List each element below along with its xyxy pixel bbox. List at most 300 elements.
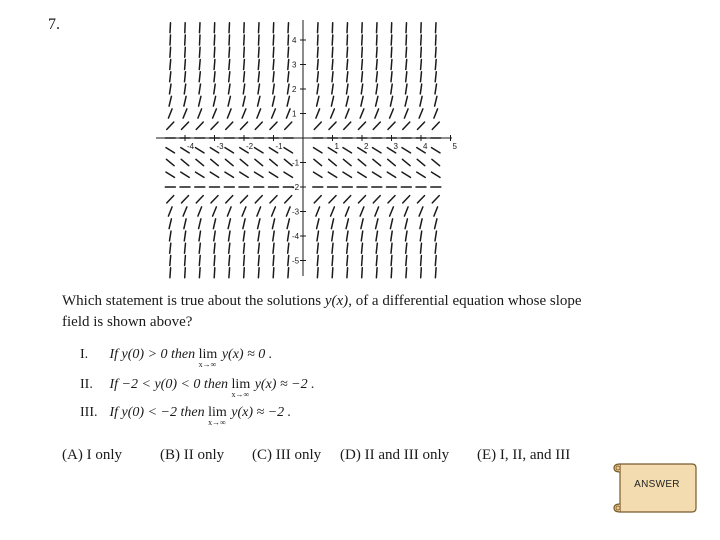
slope-segment <box>317 96 319 106</box>
slope-segment <box>214 47 215 57</box>
slope-segment <box>170 231 172 241</box>
slope-segment <box>258 231 260 241</box>
slope-segment <box>332 84 333 94</box>
slope-segment <box>346 219 348 229</box>
stem-text-2: , of a differential equation whose slope field is shown above? <box>62 293 582 330</box>
slope-segment <box>214 72 215 82</box>
slope-segment <box>314 122 321 129</box>
slope-segment <box>214 84 215 94</box>
choice-a[interactable]: (A) I only <box>62 447 122 463</box>
slope-segment <box>211 159 219 165</box>
slope-segment <box>347 72 348 82</box>
slope-segment <box>402 159 410 165</box>
slope-segment <box>362 268 363 278</box>
slope-segment <box>377 23 378 33</box>
slope-segment <box>184 231 185 241</box>
slope-segment <box>273 231 274 241</box>
slope-segment <box>227 109 231 118</box>
slope-segment <box>420 84 421 94</box>
question-number: 7. <box>48 16 60 33</box>
slope-segment <box>166 148 175 153</box>
slope-segment <box>362 243 363 253</box>
stem-variable: y(x) <box>324 293 349 309</box>
slope-segment <box>361 231 362 241</box>
statement-2 <box>80 377 315 399</box>
slope-segment <box>344 122 351 129</box>
statement-2-limit: lim x→∞ <box>231 377 251 399</box>
choice-c[interactable]: (C) III only <box>252 447 322 463</box>
slope-segment <box>418 122 425 129</box>
slope-segment <box>242 207 246 216</box>
slope-segment <box>258 84 260 94</box>
slope-segment <box>273 268 274 278</box>
statement-1 <box>80 347 273 369</box>
slope-segment <box>421 256 422 266</box>
slope-segment <box>317 47 318 57</box>
slope-segment <box>373 148 382 153</box>
slope-segment <box>255 148 264 153</box>
slope-segment <box>406 35 407 45</box>
slope-segment <box>273 243 274 253</box>
slope-segment <box>347 35 348 45</box>
slope-segment <box>329 196 336 203</box>
slope-segment <box>168 109 172 118</box>
slope-segment <box>432 172 441 177</box>
slope-segment <box>244 268 245 278</box>
slope-segment <box>343 172 352 177</box>
slope-segment <box>273 35 274 45</box>
statement-1-numeral: I. <box>80 347 89 362</box>
slope-segment <box>182 196 189 203</box>
slope-segment <box>329 159 337 165</box>
slope-segment <box>328 172 336 177</box>
slope-segment <box>332 268 333 278</box>
slope-segment <box>228 219 230 229</box>
slope-segment <box>185 256 186 266</box>
slope-segment <box>258 268 259 278</box>
x-tick-label: -2 <box>246 142 254 151</box>
slope-segment <box>196 196 203 203</box>
slope-segment <box>361 84 362 94</box>
slope-segment <box>169 96 171 106</box>
slope-segment <box>258 96 260 106</box>
slope-segment <box>181 159 189 165</box>
slope-field-graph <box>150 18 470 280</box>
slope-segment <box>214 35 215 45</box>
slope-segment <box>375 207 379 216</box>
y-tick-label: 3 <box>292 60 297 70</box>
slope-segment <box>359 122 366 129</box>
slope-segment <box>185 35 186 45</box>
slope-segment <box>255 196 262 203</box>
slope-segment <box>435 231 437 241</box>
slope-segment <box>376 219 378 229</box>
statement-2-condition: If −2 < y(0) < 0 then <box>109 377 229 392</box>
slope-segment <box>229 84 231 94</box>
slope-segment <box>199 96 201 106</box>
slope-segment <box>347 47 348 57</box>
slope-segment <box>390 96 392 106</box>
slope-segment <box>213 109 217 118</box>
slope-segment <box>229 60 230 70</box>
slope-segment <box>317 231 319 241</box>
slope-segment <box>185 268 186 278</box>
slope-segment <box>273 60 274 70</box>
x-tick-label: 5 <box>452 142 457 151</box>
slope-segment <box>257 109 261 118</box>
statement-3-condition: If y(0) < −2 then <box>109 405 205 420</box>
y-tick-label: -5 <box>292 256 300 266</box>
slope-segment <box>244 72 245 82</box>
x-tick-label: 3 <box>393 142 398 151</box>
slope-segment <box>170 60 171 70</box>
slope-segment <box>388 159 396 165</box>
slope-segment <box>284 159 292 165</box>
slope-segment <box>213 207 217 216</box>
slope-segment <box>196 122 203 129</box>
slope-segment <box>211 122 218 129</box>
slope-segment <box>317 72 318 82</box>
slope-segment <box>227 207 231 216</box>
slope-segment <box>288 84 290 94</box>
slope-segment <box>258 256 259 266</box>
slope-segment <box>183 109 187 118</box>
slope-segment <box>376 72 377 82</box>
slope-segment <box>376 47 377 57</box>
slope-segment <box>272 109 276 118</box>
slope-segment <box>184 96 186 106</box>
answer-button-label[interactable]: ANSWER <box>634 479 680 490</box>
y-tick-label: -2 <box>292 183 300 192</box>
slope-segment <box>270 196 277 203</box>
slope-segment <box>375 109 379 118</box>
slope-segment <box>166 172 175 177</box>
slope-segment <box>181 172 189 177</box>
slope-segment <box>199 219 201 229</box>
slope-segment <box>200 35 201 45</box>
slope-segment <box>259 35 260 45</box>
slope-segment <box>435 47 436 57</box>
slope-segment <box>435 72 436 82</box>
slope-segment <box>199 231 201 241</box>
slope-segment <box>269 172 277 177</box>
slope-segment <box>332 231 333 241</box>
slope-segment <box>376 96 378 106</box>
slope-segment <box>272 96 274 106</box>
slope-segment <box>373 172 382 177</box>
slope-segment <box>406 256 407 266</box>
slope-segment <box>317 268 318 278</box>
slope-segment <box>240 159 248 165</box>
slope-segment <box>376 268 377 278</box>
slope-segment <box>273 47 274 57</box>
slope-segment <box>314 196 321 203</box>
y-tick-label: 4 <box>292 36 297 45</box>
slope-segment <box>242 109 246 118</box>
slope-segment <box>288 60 289 70</box>
x-tick-label: 4 <box>423 142 428 151</box>
slope-segment <box>318 23 319 33</box>
slope-segment <box>317 219 319 229</box>
choice-b[interactable]: (B) II only <box>160 447 225 463</box>
slope-segment <box>343 159 351 165</box>
slope-segment <box>436 35 437 45</box>
slope-segment <box>286 207 290 216</box>
slope-segment <box>406 72 407 82</box>
slope-segment <box>332 72 333 82</box>
slope-segment <box>420 219 422 229</box>
slope-segment <box>435 219 437 229</box>
slope-segment <box>435 256 436 266</box>
slope-segment <box>240 172 248 177</box>
slope-segment <box>229 47 230 57</box>
slope-segment <box>373 122 380 129</box>
slope-segment <box>432 122 439 129</box>
slope-segment <box>417 172 425 177</box>
slope-segment <box>376 60 377 70</box>
slope-segment <box>362 35 363 45</box>
slope-segment <box>211 196 218 203</box>
slope-segment <box>243 219 245 229</box>
slope-segment <box>436 23 437 33</box>
slope-segment <box>421 72 422 82</box>
x-tick-label: 1 <box>334 142 339 151</box>
slope-segment <box>346 96 348 106</box>
slope-segment <box>347 231 349 241</box>
slope-segment <box>244 60 245 70</box>
slope-segment <box>288 35 289 45</box>
slope-segment <box>287 96 289 106</box>
statement-3-numeral: III. <box>80 405 98 420</box>
slope-segment <box>196 159 204 165</box>
slope-segment <box>318 35 319 45</box>
slope-segment <box>170 35 171 45</box>
slope-segment <box>198 207 202 216</box>
slope-segment <box>255 122 262 129</box>
slope-segment <box>331 219 333 229</box>
slope-segment <box>406 47 407 57</box>
slope-segment <box>316 207 320 216</box>
slope-segment <box>361 219 363 229</box>
slope-segment <box>432 159 440 165</box>
slope-segment <box>390 219 392 229</box>
slope-segment <box>406 243 407 253</box>
slope-segment <box>332 60 333 70</box>
slope-segment <box>361 96 363 106</box>
slope-segment <box>421 60 422 70</box>
slope-segment <box>182 122 189 129</box>
slope-segment <box>214 231 215 241</box>
slope-segment <box>199 243 200 253</box>
slope-segment <box>285 196 292 203</box>
slope-segment <box>362 256 363 266</box>
slope-segment <box>406 84 408 94</box>
slope-segment <box>183 207 187 216</box>
slope-segment <box>403 122 410 129</box>
slope-segment <box>391 231 392 241</box>
slope-segment <box>345 109 349 118</box>
slope-segment <box>405 96 407 106</box>
slope-segment <box>390 207 394 216</box>
slope-segment <box>213 96 215 106</box>
y-tick-label: 2 <box>292 85 297 94</box>
slope-segment <box>288 268 289 278</box>
slope-segment <box>332 35 333 45</box>
choice-e[interactable]: (E) I, II, and III <box>477 447 571 463</box>
slope-segment <box>406 268 407 278</box>
slope-segment <box>417 159 425 165</box>
slope-segment <box>435 243 436 253</box>
slope-segment <box>317 256 318 266</box>
slope-segment <box>258 219 260 229</box>
slope-segment <box>360 207 364 216</box>
slope-segment <box>168 207 172 216</box>
slope-segment <box>225 159 233 165</box>
slope-segment <box>258 60 259 70</box>
slope-segment <box>391 243 392 253</box>
slope-segment <box>347 60 348 70</box>
slope-segment <box>317 60 318 70</box>
slope-segment <box>272 207 276 216</box>
slope-segment <box>420 96 422 106</box>
slope-segment <box>198 109 202 118</box>
slope-segment <box>391 256 392 266</box>
slope-segment <box>391 35 392 45</box>
slope-segment <box>331 96 333 106</box>
slope-segment <box>358 159 366 165</box>
statement-2-numeral: II. <box>80 377 93 392</box>
slope-segment <box>373 196 380 203</box>
slope-segment <box>391 72 392 82</box>
slope-segment <box>259 23 260 33</box>
slope-segment <box>255 159 263 165</box>
slope-segment <box>170 256 171 266</box>
statement-3-result: y(x) ≈ −2 . <box>231 405 292 420</box>
slope-segment <box>170 47 171 57</box>
slope-segment <box>184 84 185 94</box>
slope-segment <box>329 122 336 129</box>
slope-segment <box>200 23 201 33</box>
slope-segment <box>404 109 408 118</box>
slope-segment <box>343 148 352 153</box>
slope-segment <box>273 256 274 266</box>
slope-segment <box>288 231 290 241</box>
slope-segment <box>244 243 245 253</box>
slope-segment <box>185 72 186 82</box>
slope-segment <box>288 243 289 253</box>
choice-d[interactable]: (D) II and III only <box>340 447 450 463</box>
slope-segment <box>391 268 392 278</box>
slope-segment <box>258 47 259 57</box>
statement-1-condition: If y(0) > 0 then <box>109 347 196 362</box>
slope-segment <box>347 243 348 253</box>
slope-segment <box>272 219 274 229</box>
question-stem <box>62 291 582 333</box>
slope-segment <box>402 172 411 177</box>
slope-segment <box>169 219 171 229</box>
statement-3 <box>80 405 292 427</box>
slope-segment <box>166 159 174 165</box>
statement-2-result: y(x) ≈ −2 . <box>254 377 315 392</box>
y-tick-label: 1 <box>292 109 297 119</box>
slope-segment <box>373 159 381 165</box>
slope-segment <box>229 72 230 82</box>
slope-segment <box>185 60 186 70</box>
slope-segment <box>331 207 335 216</box>
slope-segment <box>421 243 422 253</box>
slope-segment <box>288 47 289 57</box>
slope-segment <box>314 148 323 153</box>
slope-segment <box>258 243 259 253</box>
slope-segment <box>244 47 245 57</box>
slope-segment <box>418 196 425 203</box>
slope-segment <box>255 172 264 177</box>
slope-segment <box>317 84 319 94</box>
slope-segment <box>241 122 248 129</box>
slope-segment <box>185 47 186 57</box>
slope-segment <box>228 96 230 106</box>
slope-segment <box>376 231 378 241</box>
slope-segment <box>287 219 289 229</box>
slope-segment <box>243 231 244 241</box>
slope-segment <box>344 196 351 203</box>
slope-segment <box>273 72 274 82</box>
y-tick-label: -1 <box>292 158 300 168</box>
slope-segment <box>387 172 395 177</box>
slope-segment <box>332 47 333 57</box>
slope-segment <box>288 256 289 266</box>
slope-segment <box>226 122 233 129</box>
slope-segment <box>167 122 174 129</box>
statement-1-limit: lim x→∞ <box>198 347 218 369</box>
slope-segment <box>376 256 377 266</box>
slope-segment <box>225 172 234 177</box>
slope-segment <box>170 243 171 253</box>
slope-segment <box>199 47 200 57</box>
slope-segment <box>377 35 378 45</box>
slope-segment <box>285 122 292 129</box>
slope-segment <box>213 219 215 229</box>
slope-segment <box>347 256 348 266</box>
slope-segment <box>406 231 408 241</box>
slope-segment <box>402 148 411 153</box>
slope-segment <box>405 219 407 229</box>
slope-segment <box>404 207 408 216</box>
slope-segment <box>376 84 378 94</box>
slope-segment <box>196 172 205 177</box>
slope-segment <box>229 35 230 45</box>
slope-segment <box>388 196 395 203</box>
slope-segment <box>214 268 215 278</box>
slope-segment <box>362 72 363 82</box>
y-tick-label: -3 <box>292 207 300 217</box>
slope-segment <box>243 84 244 94</box>
slope-segment <box>347 268 348 278</box>
slope-segment <box>358 172 366 177</box>
slope-segment <box>421 268 422 278</box>
x-tick-label: 2 <box>364 142 369 151</box>
slope-segment <box>270 122 277 129</box>
slope-segment <box>214 60 215 70</box>
slope-segment <box>244 35 245 45</box>
slope-segment <box>421 35 422 45</box>
slope-segment <box>229 243 230 253</box>
slope-segment <box>214 243 215 253</box>
slope-segment <box>288 72 289 82</box>
statement-1-result: y(x) ≈ 0 . <box>221 347 273 362</box>
slope-segment <box>331 109 335 118</box>
y-tick-label: -4 <box>292 232 300 241</box>
